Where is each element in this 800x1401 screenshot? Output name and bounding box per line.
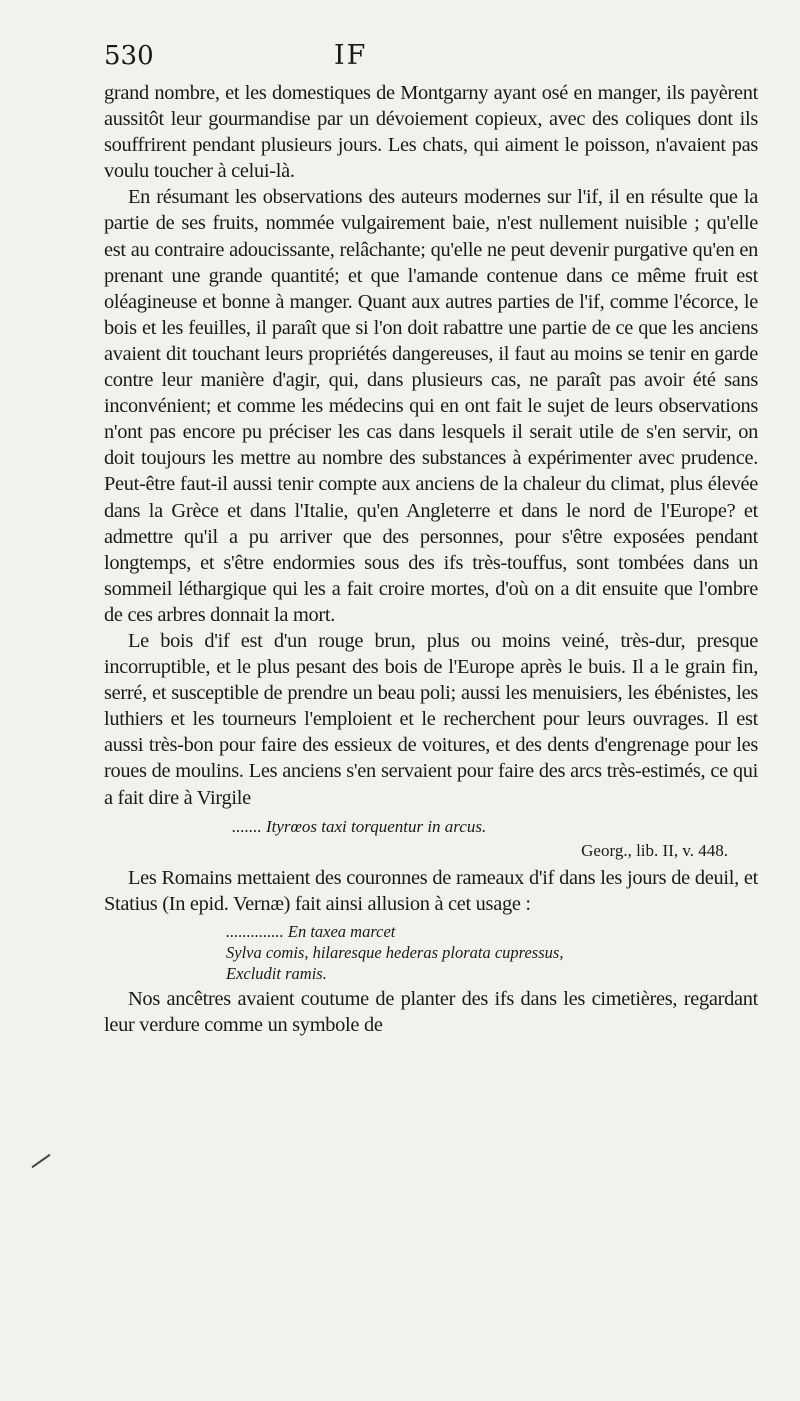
paragraph-2: En résumant les observations des auteurs modernes sur l'if, il en résulte que la partie de ses fruits, nommée vulgairement baie, n'est nullement nuisible ; qu'elle est au contraire adoucissante, relâchante; qu'elle ne peut devenir purgative qu'en en prenant une grande quantité; et que l'amande contenue dans ce même fruit est oléagineuse et bonne à manger. Quant aux autres parties de l'if, comme l'écorce, le bois et les feuilles, il paraît que si l'on doit rabattre une partie de ce que les anciens avaient dit touchant leurs propriétés dangereuses, il faut au moins se tenir en garde contre leur manière d'agir, qui, dans plusieurs cas, ne paraît pas avoir été sans inconvénient; et comme les médecins qui en ont fait le sujet de leurs observations n'ont pas encore pu préciser les cas dans lesquels il serait utile de s'en servir, on doit toujours les mettre au nombre des substances à expérimenter avec prudence. Peut-être faut-il aussi tenir compte aux anciens de la chaleur du climat, plus élevée dans la Grèce et dans l'Italie, qu'en Angleterre et dans le nord de l'Europe? et admettre qu'il a pu arriver que des personnes, pour s'être exposées pendant longtemps, et s'être endormies sous des ifs très-touffus, sont tombées dans un sommeil léthargique qui les a fait croire mortes, d'où on a dit ensuite que l'ombre de ces arbres donnait la mort. [104,186,758,626]
paragraph-3: Le bois d'if est d'un rouge brun, plus ou moins veiné, très-dur, presque incorruptible, et le plus pesant des bois de l'Europe après le buis. Il a le grain fin, serré, et susceptible de prendre un beau poli; aussi les menuisiers, les ébénistes, les luthiers et les tourneurs l'emploient et le recherchent pour leurs ouvrages. Il est aussi très-bon pour faire des essieux de voitures, et des dents d'engrenage pour les roues de moulins. Les anciens s'en servaient pour faire des arcs très-estimés, ce qui a fait dire à Virgile [104,629,758,809]
statius-quote [104,921,758,984]
virgil-quote-source: Georg., lib. II, v. 448. [581,840,728,860]
virgil-quote-line: ....... Ityrœos taxi torquentur in arcus. [232,816,487,836]
statius-quote-line-1: .............. En taxea marcet [226,921,396,941]
running-title: IF [334,40,368,71]
paragraph-5: Nos ancêtres avaient coutume de planter des ifs dans les cimetières, regardant leur verdure comme un symbole de [104,987,758,1036]
running-head [104,40,758,80]
virgil-quote [104,815,758,863]
paragraph-4: Les Romains mettaient des couronnes de rameaux d'if dans les jours de deuil, et Statius (In epid. Vernæ) fait ainsi allusion à cet usage : [104,866,758,915]
statius-quote-line-3: Excludit ramis. [226,963,327,983]
paragraph-1: grand nombre, et les domestiques de Montgarny ayant osé en manger, ils payèrent aussitôt leur gourmandise par un dévoiement copieux, avec des coliques dont ils souffrirent pendant plusieurs jours. Les chats, qui aiment le poisson, n'avaient pas voulu toucher à celui-là. [104,82,758,183]
page-number: 530 [104,41,154,71]
margin-pencil-mark [31,1154,50,1168]
statius-quote-line-2: Sylva comis, hilaresque hederas plorata cupressus, [226,942,564,962]
